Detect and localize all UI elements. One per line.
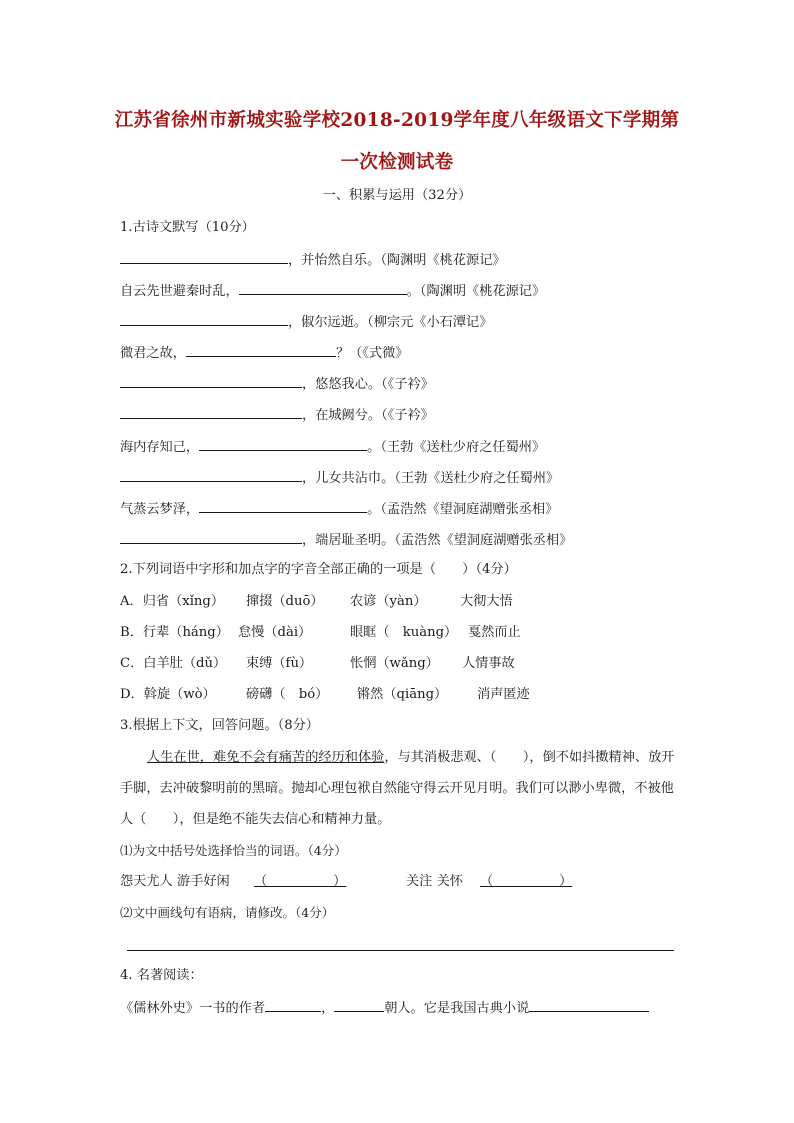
q4-text-b: ， — [321, 1001, 335, 1016]
q2-option-c — [120, 654, 515, 674]
q2-a-4: 大彻大悟 — [460, 594, 513, 609]
q2-d-1: D．斡旋（wò） — [120, 687, 216, 702]
q1-line-7-before: 海内存知己， — [120, 440, 200, 455]
answer-blank[interactable] — [199, 498, 367, 513]
q1-line-8 — [120, 467, 559, 489]
q3-passage — [120, 742, 676, 835]
q1-line-1-after: ，并怡然自乐。（陶渊明《桃花源记》 — [288, 253, 506, 268]
q1-line-3 — [120, 311, 492, 333]
q4-text-c: 朝人。它是我国古典小说 — [384, 1001, 530, 1016]
q1-line-7-after: 。（王勃《送杜少府之任蜀州》 — [367, 440, 546, 455]
q1-line-4-after: ？（《式微》 — [335, 346, 409, 361]
q3-answer-1-paren: （ ） — [254, 874, 347, 889]
answer-line[interactable] — [127, 950, 674, 951]
q1-line-9-before: 气蒸云梦泽， — [120, 502, 200, 517]
q3-choice-1: 怨天尤人 游手好闲 — [120, 874, 230, 889]
q1-line-2-after: 。（陶渊明《桃花源记》 — [406, 284, 546, 299]
q2-option-b — [120, 623, 521, 643]
q3-sub-2: ⑵文中画线句有语病，请修改。（4分） — [120, 905, 335, 920]
q4-text-a: 《儒林外史》一书的作者 — [120, 1001, 266, 1016]
q3-answer-1[interactable] — [254, 872, 406, 892]
q3-passage-rest: ，与其消极悲观、（ ），倒不如抖擞精神、放开手脚，去冲破黎明前的黑暗。抛却心理包袱自然能守得云开见月明。我们可以渺小卑微，不被他人（ ），但是绝不能失去信心和精神力量。 — [120, 750, 675, 827]
q2-c-2: 束缚（fù） — [246, 656, 313, 671]
question-2-heading: 2.下列词语中字形和加点字的字音全部正确的一项是（ ）（4分） — [120, 562, 517, 577]
question-1-heading: 1.古诗文默写（10分） — [120, 220, 255, 235]
q2-c-1: C．白羊肚（dǔ） — [120, 656, 227, 671]
q2-option-d — [120, 685, 530, 705]
q2-c-3: 怅惘（wǎng） — [350, 656, 439, 671]
q3-sub-1: ⑴为文中括号处选择恰当的词语。（4分） — [120, 843, 347, 858]
q2-a-1: A．归省（xǐng） — [120, 594, 225, 609]
answer-blank[interactable] — [199, 436, 367, 451]
q3-choices — [120, 872, 572, 892]
q3-choice-2: 关注 关怀 — [406, 874, 463, 889]
exam-title-line2: 一次检测试卷 — [340, 152, 454, 173]
q1-line-6-after: ，在城阙兮。（《子衿》 — [302, 408, 434, 423]
answer-blank[interactable] — [265, 997, 321, 1012]
answer-blank[interactable] — [334, 997, 384, 1012]
q1-line-2-before: 自云先世避秦时乱， — [120, 284, 239, 299]
q2-d-3: 锵然（qiāng） — [357, 687, 448, 702]
q2-b-1: B．行辈（háng） — [120, 625, 229, 640]
q1-line-4-before: 微君之故， — [120, 346, 186, 361]
q1-line-2 — [120, 280, 545, 302]
q1-line-10-after: ，端居耻圣明。（孟浩然《望洞庭湖赠张丞相》 — [302, 533, 573, 548]
q3-underlined-sentence: 人生在世，难免不会有痛苦的经历和体验 — [147, 750, 385, 765]
q3-answer-2[interactable] — [480, 872, 572, 892]
q3-answer-2-paren: （ ） — [480, 874, 573, 889]
question-3-heading: 3.根据上下文，回答问题。（8分） — [120, 718, 319, 733]
q1-line-4 — [120, 342, 408, 364]
q2-b-2: 怠慢（dài） — [238, 625, 312, 640]
q2-a-3: 农谚（yàn） — [350, 594, 427, 609]
question-4-heading: 4. 名著阅读： — [120, 968, 203, 983]
q2-option-a — [120, 592, 513, 612]
answer-blank[interactable] — [120, 373, 302, 388]
q4-line-1 — [120, 997, 649, 1019]
answer-blank[interactable] — [239, 280, 407, 295]
q1-line-3-after: ，俶尔远逝。（柳宗元《小石潭记》 — [288, 315, 493, 330]
answer-blank[interactable] — [120, 467, 302, 482]
q2-a-2: 撺掇（duō） — [246, 594, 324, 609]
section-heading: 一、积累与运用（32分） — [322, 188, 472, 203]
q1-line-9 — [120, 498, 558, 520]
q1-line-6 — [120, 404, 434, 426]
exam-title-line1: 江苏省徐州市新城实验学校2018-2019学年度八年级语文下学期第 — [114, 110, 680, 131]
answer-blank[interactable] — [186, 342, 336, 357]
q1-line-7 — [120, 436, 545, 458]
answer-blank[interactable] — [120, 311, 288, 326]
answer-blank[interactable] — [120, 404, 302, 419]
q2-d-2: 磅礴（ bó） — [246, 687, 329, 702]
q1-line-1 — [120, 249, 506, 271]
q1-line-9-after: 。（孟浩然《望洞庭湖赠张丞相》 — [367, 502, 559, 517]
q2-c-4: 人情事故 — [462, 656, 515, 671]
q1-line-10 — [120, 529, 572, 551]
answer-blank[interactable] — [529, 997, 649, 1012]
q1-line-5-after: ，悠悠我心。（《子衿》 — [302, 377, 434, 392]
answer-blank[interactable] — [120, 529, 302, 544]
q1-line-8-after: ，儿女共沾巾。（王勃《送杜少府之任蜀州》 — [302, 471, 560, 486]
q2-d-4: 消声匿迹 — [477, 687, 530, 702]
q1-line-5 — [120, 373, 434, 395]
answer-blank[interactable] — [120, 249, 288, 264]
q2-b-4: 戛然而止 — [468, 625, 521, 640]
q2-b-3: 眼眶（ kuàng） — [350, 625, 458, 640]
